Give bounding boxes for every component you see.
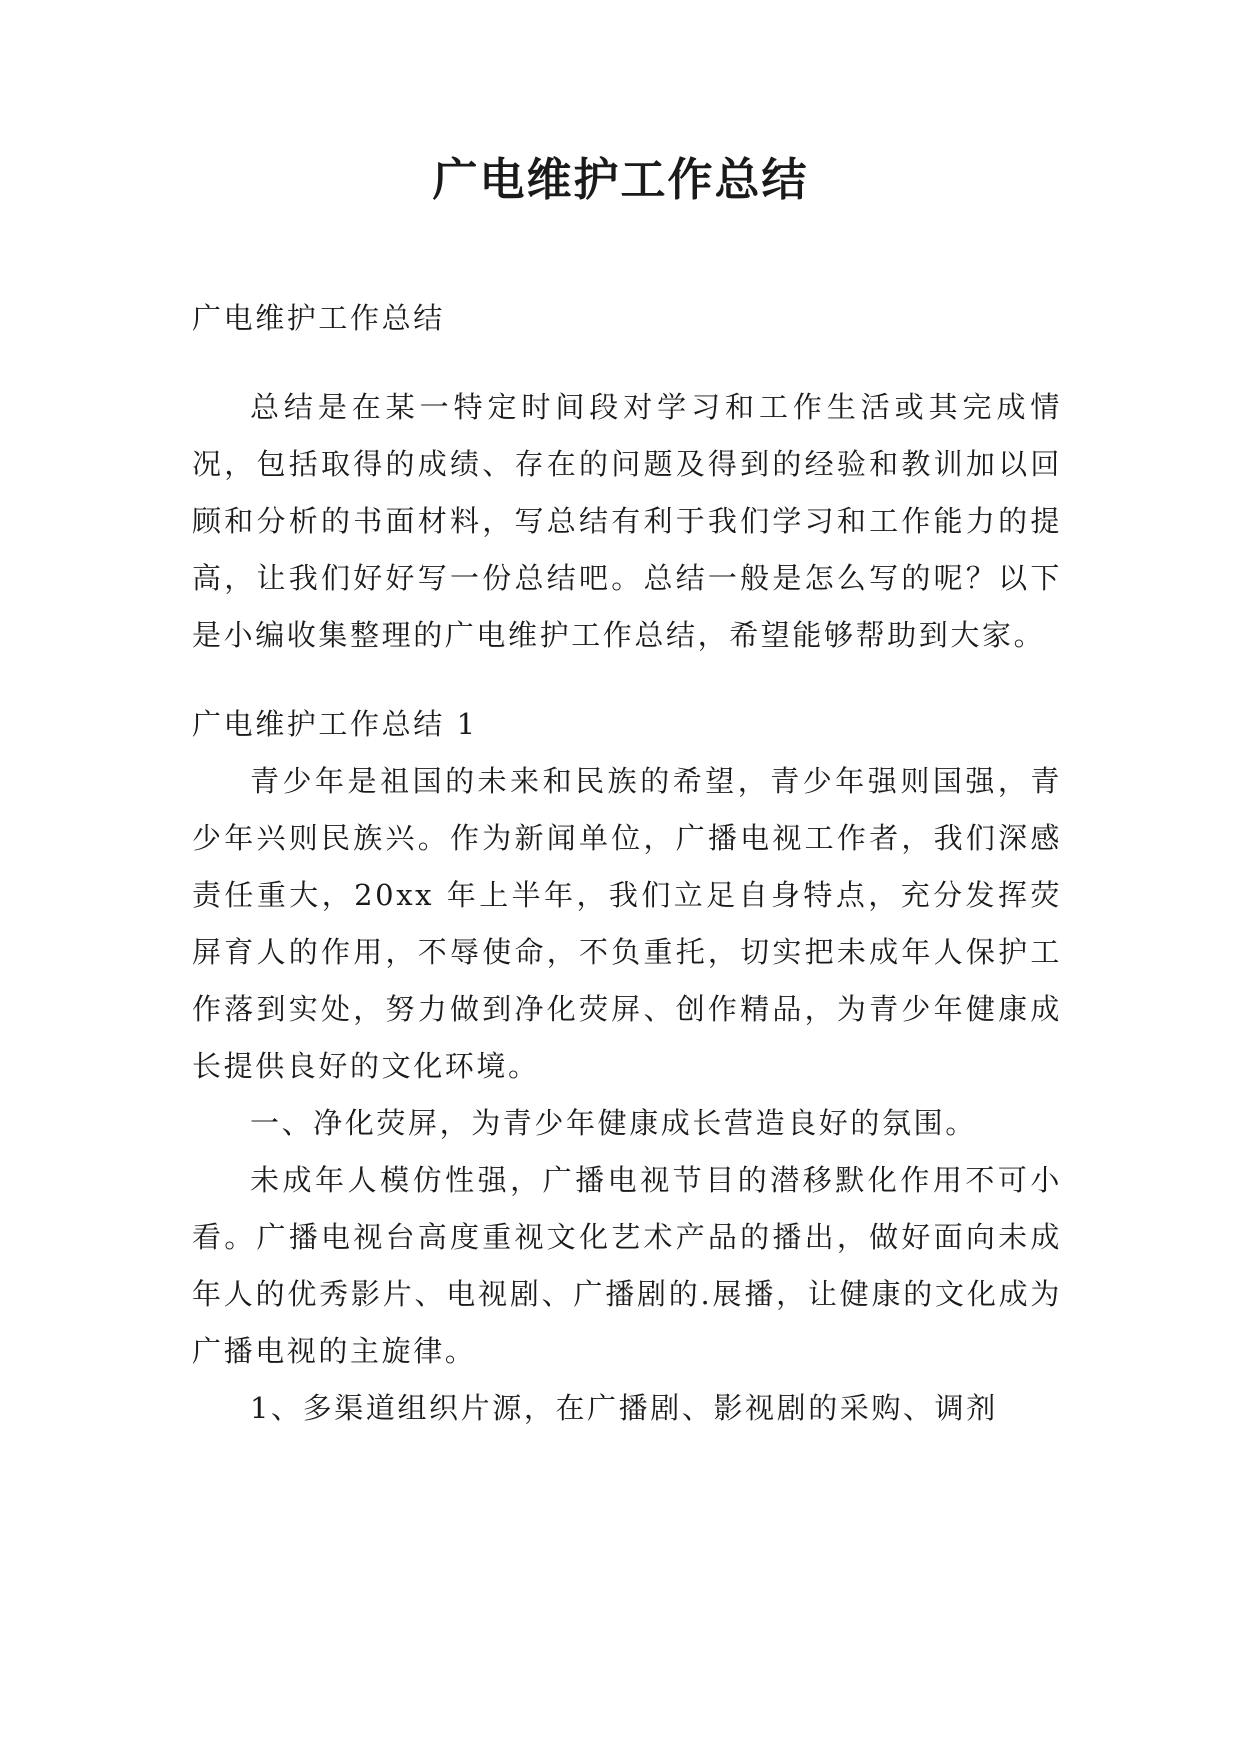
- intro-paragraph: 总结是在某一特定时间段对学习和工作生活或其完成情况，包括取得的成绩、存在的问题及得到的经验和教训加以回顾和分析的书面材料，写总结有利于我们学习和工作能力的提高，让我们好好写一份总结吧。总结一般是怎么写的呢？以下是小编收集整理的广电维护工作总结，希望能够帮助到大家。: [192, 390, 1062, 652]
- document-body: [192, 290, 1062, 1437]
- body-paragraph-3: 未成年人模仿性强，广播电视节目的潜移默化作用不可小看。广播电视台高度重视文化艺术产品的播出，做好面向未成年人的优秀影片、电视剧、广播剧的.展播，让健康的文化成为广播电视的主旋律。: [192, 1163, 1062, 1368]
- body-paragraph-2: 一、净化荧屏，为青少年健康成长营造良好的氛围。: [250, 1106, 977, 1140]
- document-title: 广电维护工作总结: [432, 153, 809, 206]
- body-paragraph-4: 1、多渠道组织片源，在广播剧、影视剧的采购、调剂: [250, 1391, 998, 1425]
- document-subtitle: 广电维护工作总结: [192, 301, 445, 335]
- body-paragraph-1: 青少年是祖国的未来和民族的希望，青少年强则国强，青少年兴则民族兴。作为新闻单位，广播电视工作者，我们深感责任重大，20xx 年上半年，我们立足自身特点，充分发挥荧屏育人的作用，不辱使命，不负重托，切实把未成年人保护工作落到实处，努力做到净化荧屏、创作精品，为青少年健康成长提供良好的文化环境。: [192, 764, 1062, 1083]
- section-heading-1: 广电维护工作总结 1: [192, 707, 478, 741]
